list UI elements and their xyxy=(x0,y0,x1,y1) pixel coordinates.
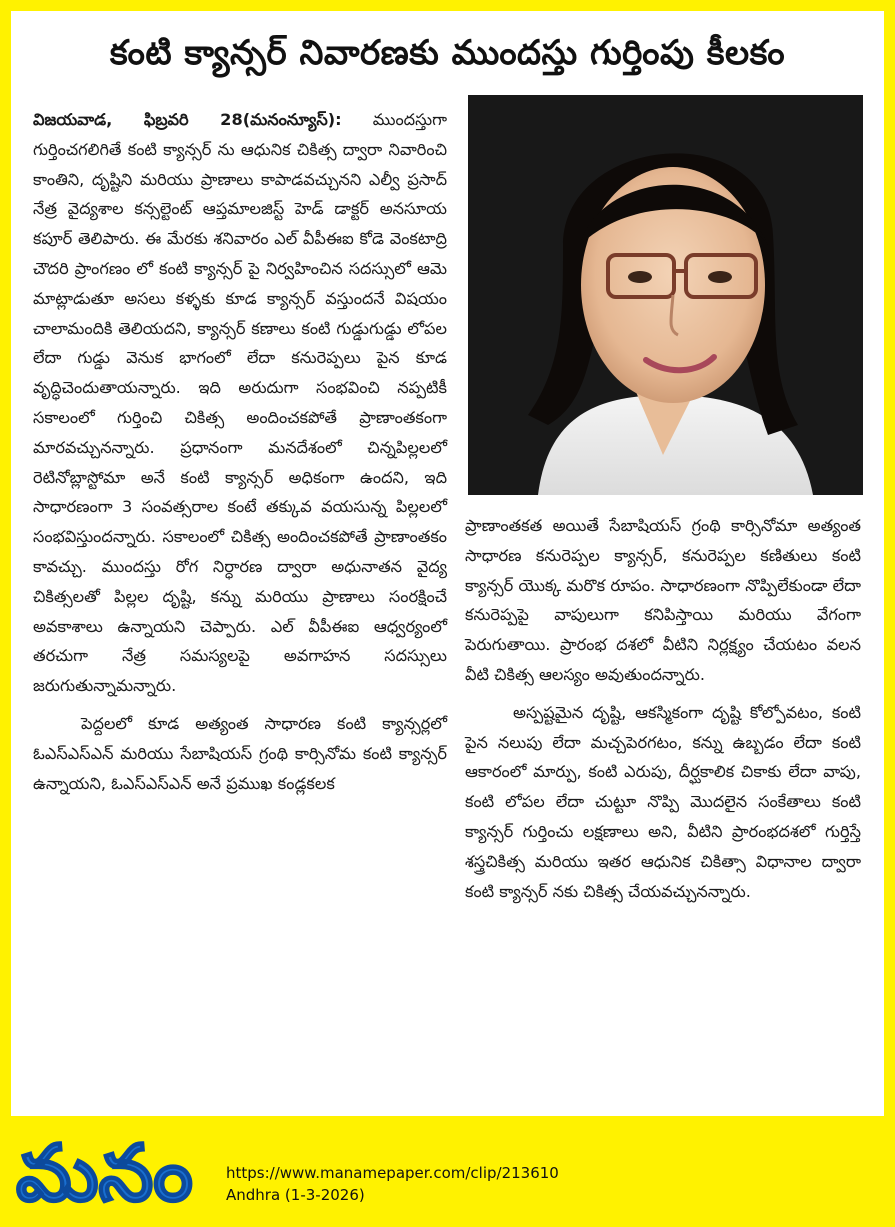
manam-logo xyxy=(14,1120,210,1216)
portrait-image xyxy=(468,95,863,495)
article-paragraph xyxy=(33,105,447,701)
article-paragraph: అస్పష్టమైన దృష్టి, ఆకస్మికంగా దృష్టి కోల్పోవటం, కంటి పైన నలుపు లేదా మచ్చపెరగటం, కన్ను ఉబ్బడం లేదా కంటి ఆకారంలో మార్పు, కంటి ఎరుపు, దీర్ఘకాలిక చికాకు లేదా వాపు, కంటి లోపల లేదా చుట్టూ నొప్పి మొదలైన సంకేతాలు కంటి క్యాన్సర్ గుర్తించు లక్షణాలు అని, వీటిని ప్రారంభదశలో గుర్తిస్తే శస్త్రచికిత్స మరియు ఇతర ఆధునిక చికిత్సా విధానాల ద్వారా కంటి క్యాన్సర్ నకు చికిత్స చేయవచ్చునన్నారు. xyxy=(465,702,861,901)
article-right-column xyxy=(465,511,861,906)
article-paragraph: పెద్దలలో కూడ అత్యంత సాధారణ కంటి క్యాన్సర్లలో ఓఎస్ఎస్ఎన్ మరియు సేబాషియస్ గ్రంథి కార్సినోమ కంటి క్యాన్సర్ ఉన్నాయని, ఓఎస్ఎస్ఎన్ అనే ప్రముఖ కండ్లకలక xyxy=(33,713,447,793)
article-clipping xyxy=(11,11,884,1116)
edition-date: Andhra (1-3-2026) xyxy=(226,1186,365,1204)
dateline: విజయవాడ, ఫిబ్రవరి 28(మనంన్యూస్): xyxy=(33,110,342,129)
paragraph-text: ముందస్తుగా గుర్తించగలిగితే కంటి క్యాన్సర్ ను ఆధునిక చికిత్స ద్వారా నివారించి కాంతిని, దృష్టిని మరియు ప్రాణాలు కాపాడవచ్చునని ఎల్వీ ప్రసాద్ నేత్ర వైద్యశాల కన్సల్టెంట్ ఆప్తమాలజిస్ట్ హెడ్ డాక్టర్ అనసూయ కపూర్ తెలిపారు. ఈ మేరకు శనివారం ఎల్ వీపీఈఐ కోడె వెంకటాద్రి చౌదరి ప్రాంగణం లో కంటి క్యాన్సర్ పై నిర్వహించిన సదస్సులో ఆమె మాట్లాడుతూ అసలు కళ్ళకు కూడ క్యాన్సర్ వస్తుందనే విషయం చాలామందికి తెలియదని, క్యాన్సర్ కణాలు కంటి గుడ్డుగుడ్డు లోపల లేదా గుడ్డు వెనుక భాగంలో లేదా కనురెప్పలు పైన కూడ వృద్ధిచెందుతాయన్నారు. ఇది అరుదుగా సంభవించి నప్పటికీ సకాలంలో గుర్తించి చికిత్స అందించకపోతే ప్రాణాంతకంగా మారవచ్చునన్నారు. ప్రధానంగా మనదేశంలో చిన్నపిల్లలలో రెటినోబ్లాస్టోమా అనే కంటి క్యాన్సర్ అధికంగా ఉందని, ఇది సాధారణంగా 3 సంవత్సరాల కంటే తక్కువ వయసున్న పిల్లలలో సంభవిస్తుందన్నారు. సకాలంలో చికిత్స అందించకపోతే ప్రాణాంతకం కావచ్చు. ముందస్తు రోగ నిర్ధారణ ద్వారా అధునాతన వైద్య చికిత్సలతో పిల్లల దృష్టి, కన్ను మరియు ప్రాణాలు సంరక్షించే అవకాశాలు ఉన్నాయని చెప్పారు. ఎల్ వీపీఈఐ ఆధ్వర్యంలో తరచుగా నేత్ర సమస్యలపై అవగాహన సదస్సులు జరుగుతున్నామన్నారు. xyxy=(33,110,447,696)
doctor-photo xyxy=(468,95,863,495)
article-paragraph: ప్రాణాంతకత అయితే సేబాషియస్ గ్రంథి కార్సినోమా అత్యంత సాధారణ కనురెప్పల క్యాన్సర్, కనురెప్పల కణితులు కంటి క్యాన్సర్ యొక్క మరొక రూపం. సాధారణంగా నొప్పిలేకుండా లేదా కనురెప్పపై వాపులుగా కనిపిస్తాయి మరియు వేగంగా పెరుగుతాయి. ప్రారంభ దశలో వీటిని నిర్లక్ష్యం చేయటం వలన వీటి చికిత్స ఆలస్యం అవుతుందన్నారు. xyxy=(465,516,861,684)
article-left-column xyxy=(33,105,447,798)
headline: కంటి క్యాన్సర్ నివారణకు ముందస్తు గుర్తింపు కీలకం xyxy=(109,33,786,73)
logo-text: మనం xyxy=(16,1129,193,1216)
clip-url[interactable]: https://www.manamepaper.com/clip/213610 xyxy=(226,1164,559,1182)
